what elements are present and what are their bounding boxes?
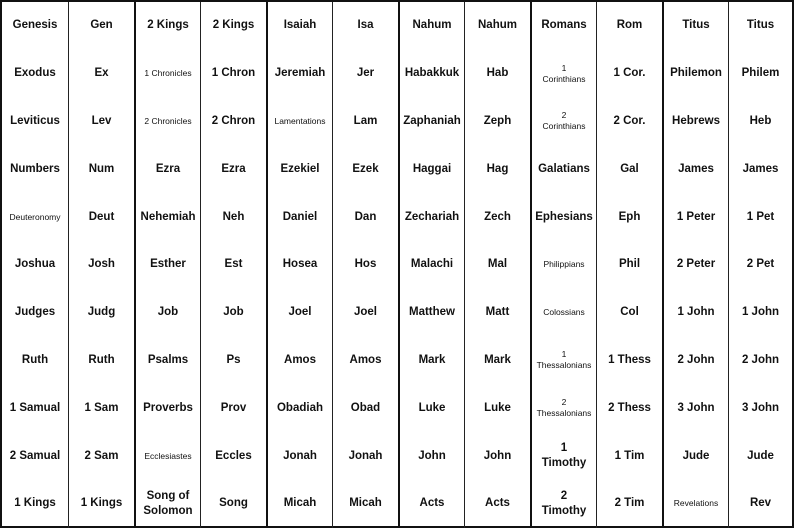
book-abbrev-cell: Phil	[596, 241, 662, 289]
book-abbrev-cell: Deut	[68, 193, 134, 241]
book-name-cell: 1 Timothy	[530, 432, 596, 480]
book-name-cell: 2 Timothy	[530, 480, 596, 528]
book-name-cell: Psalms	[134, 337, 200, 385]
book-name-cell: Philippians	[530, 241, 596, 289]
book-abbrev-cell: Eph	[596, 193, 662, 241]
book-abbrev-cell: Titus	[728, 2, 792, 50]
table-row	[2, 289, 792, 337]
book-abbrev-cell: Isa	[332, 2, 398, 50]
book-name-cell: 2 Samual	[9, 449, 61, 462]
book-abbrev-cell: 1 Cor.	[596, 50, 662, 98]
book-abbrev-cell: Ezek	[332, 145, 398, 193]
book-abbrev-cell: 1 Kings	[68, 480, 134, 528]
book-abbrev-cell: 1 Chron	[200, 50, 266, 98]
book-name-cell: 1 John	[662, 289, 728, 337]
book-name-cell: Zaphaniah	[398, 98, 464, 146]
table-row	[2, 2, 792, 50]
book-name-cell: Galatians	[530, 145, 596, 193]
book-name-cell: Jeremiah	[266, 50, 332, 98]
book-abbrev-cell: Luke	[464, 384, 530, 432]
book-abbrev-cell: Mal	[464, 241, 530, 289]
book-name-cell: Acts	[398, 480, 464, 528]
book-abbrev-cell: Judg	[68, 289, 134, 337]
book-name-cell: 1 Kings	[14, 497, 56, 510]
book-name-cell: Ecclesiastes	[134, 432, 200, 480]
book-name-cell: Mark	[398, 337, 464, 385]
book-name-cell: Song of Solomon	[134, 480, 200, 528]
book-abbrev-cell: Jonah	[332, 432, 398, 480]
book-abbrev-cell: 1 Tim	[596, 432, 662, 480]
book-name-cell: John	[398, 432, 464, 480]
book-abbrev-cell: Dan	[332, 193, 398, 241]
book-abbrev-cell: Heb	[728, 98, 792, 146]
book-abbrev-cell: Gal	[596, 145, 662, 193]
book-name-cell: Jude	[662, 432, 728, 480]
book-name-cell: James	[662, 145, 728, 193]
book-name-cell: Revelations	[662, 480, 728, 528]
book-abbrev-cell: 1 Pet	[728, 193, 792, 241]
book-name-cell: 2 Peter	[662, 241, 728, 289]
book-abbrev-cell: Philem	[728, 50, 792, 98]
book-abbrev-cell: Hab	[464, 50, 530, 98]
book-abbrev-cell: 2 Chron	[200, 98, 266, 146]
book-name-cell: Deuteronomy	[9, 211, 61, 222]
book-name-cell: Philemon	[662, 50, 728, 98]
book-abbrev-cell: Prov	[200, 384, 266, 432]
book-name-cell: 3 John	[662, 384, 728, 432]
book-name-cell: Ephesians	[530, 193, 596, 241]
book-name-cell: Genesis	[12, 19, 58, 32]
table-row	[2, 50, 792, 98]
book-abbrev-cell: Ezra	[200, 145, 266, 193]
book-abbrev-cell: Ps	[200, 337, 266, 385]
book-abbrev-cell: Joel	[332, 289, 398, 337]
book-name-cell: 2 Kings	[134, 2, 200, 50]
book-name-cell: Micah	[266, 480, 332, 528]
book-abbrev-cell: Est	[200, 241, 266, 289]
book-name-cell: Romans	[530, 2, 596, 50]
book-abbrev-cell: Josh	[68, 241, 134, 289]
book-name-cell: Job	[134, 289, 200, 337]
book-abbrev-cell: Matt	[464, 289, 530, 337]
book-name-cell: Matthew	[398, 289, 464, 337]
book-name-cell: Joshua	[14, 258, 56, 271]
book-name-cell: Haggai	[398, 145, 464, 193]
book-abbrev-cell: 2 Pet	[728, 241, 792, 289]
book-abbrev-cell: Eccles	[200, 432, 266, 480]
book-abbrev-cell: Rev	[728, 480, 792, 528]
book-abbrev-cell: James	[728, 145, 792, 193]
book-name-cell: Judges	[14, 306, 56, 319]
book-name-cell: Lamentations	[266, 98, 332, 146]
book-abbrev-cell: Lam	[332, 98, 398, 146]
book-abbrev-cell: 2 Kings	[200, 2, 266, 50]
book-abbrev-cell: Amos	[332, 337, 398, 385]
book-name-cell: Esther	[134, 241, 200, 289]
book-name-cell: 1 Peter	[662, 193, 728, 241]
book-name-cell: Isaiah	[266, 2, 332, 50]
book-abbrev-cell: Col	[596, 289, 662, 337]
book-abbrev-cell: Jer	[332, 50, 398, 98]
book-abbrev-cell: Neh	[200, 193, 266, 241]
book-name-cell: Amos	[266, 337, 332, 385]
book-name-cell: Daniel	[266, 193, 332, 241]
book-abbrev-cell: Obad	[332, 384, 398, 432]
book-name-cell: Nahum	[398, 2, 464, 50]
book-abbrev-cell: Rom	[596, 2, 662, 50]
book-name-cell: Ezekiel	[266, 145, 332, 193]
book-name-cell: 2 John	[662, 337, 728, 385]
book-abbrev-cell: John	[464, 432, 530, 480]
book-name-cell: 2 Chronicles	[134, 98, 200, 146]
book-name-cell: Habakkuk	[398, 50, 464, 98]
table-row	[2, 337, 792, 385]
book-abbrev-cell: Zeph	[464, 98, 530, 146]
book-abbrev-cell: Hos	[332, 241, 398, 289]
book-abbrev-cell: Jude	[728, 432, 792, 480]
book-name-cell: Joel	[266, 289, 332, 337]
book-name-cell: Numbers	[10, 162, 60, 175]
book-name-cell: Exodus	[14, 67, 56, 80]
book-name-cell: 1 Corinthians	[530, 50, 596, 98]
book-name-cell: Proverbs	[134, 384, 200, 432]
book-abbrev-cell: 2 Cor.	[596, 98, 662, 146]
book-name-cell: Titus	[662, 2, 728, 50]
book-name-cell: Nehemiah	[134, 193, 200, 241]
book-abbrev-cell: Lev	[68, 98, 134, 146]
book-abbrev-cell: Hag	[464, 145, 530, 193]
book-abbrev-cell: Mark	[464, 337, 530, 385]
table-row	[2, 193, 792, 241]
table-row	[2, 145, 792, 193]
book-abbrev-cell: 2 Thess	[596, 384, 662, 432]
book-name-cell: Colossians	[530, 289, 596, 337]
book-name-cell: Zechariah	[398, 193, 464, 241]
book-abbrev-cell: Acts	[464, 480, 530, 528]
book-abbrev-cell: Micah	[332, 480, 398, 528]
book-abbrev-cell: Ruth	[68, 337, 134, 385]
book-abbrev-cell: Job	[200, 289, 266, 337]
book-abbrev-cell: Gen	[68, 2, 134, 50]
table-row	[2, 480, 792, 528]
book-abbrev-cell: 1 John	[728, 289, 792, 337]
book-abbrev-cell: Num	[68, 145, 134, 193]
book-abbrev-cell: Song	[200, 480, 266, 528]
table-row	[2, 384, 792, 432]
table-row	[2, 98, 792, 146]
book-abbrev-cell: Nahum	[464, 2, 530, 50]
book-name-cell: 1 Chronicles	[134, 50, 200, 98]
book-name-cell: Obadiah	[266, 384, 332, 432]
table-row	[2, 432, 792, 480]
book-name-cell: Hosea	[266, 241, 332, 289]
table-row	[2, 241, 792, 289]
book-name-cell: Malachi	[398, 241, 464, 289]
book-abbrev-cell: 1 Thess	[596, 337, 662, 385]
book-abbrev-cell: 2 Sam	[68, 432, 134, 480]
book-name-cell: Luke	[398, 384, 464, 432]
book-name-cell: Jonah	[266, 432, 332, 480]
book-abbrev-cell: Ex	[68, 50, 134, 98]
book-name-cell: 2 Thessalonians	[530, 384, 596, 432]
book-abbrev-cell: 1 Sam	[68, 384, 134, 432]
book-name-cell: 2 Corinthians	[530, 98, 596, 146]
book-abbrev-cell: 2 Tim	[596, 480, 662, 528]
book-abbrev-cell: 3 John	[728, 384, 792, 432]
book-abbrev-cell: 2 John	[728, 337, 792, 385]
book-name-cell: 1 Thessalonians	[530, 337, 596, 385]
book-abbrev-cell: Zech	[464, 193, 530, 241]
book-name-cell: Leviticus	[10, 115, 60, 128]
book-name-cell: Hebrews	[662, 98, 728, 146]
book-name-cell: Ruth	[21, 354, 49, 366]
book-name-cell: 1 Samual	[9, 401, 61, 414]
book-name-cell: Ezra	[134, 145, 200, 193]
